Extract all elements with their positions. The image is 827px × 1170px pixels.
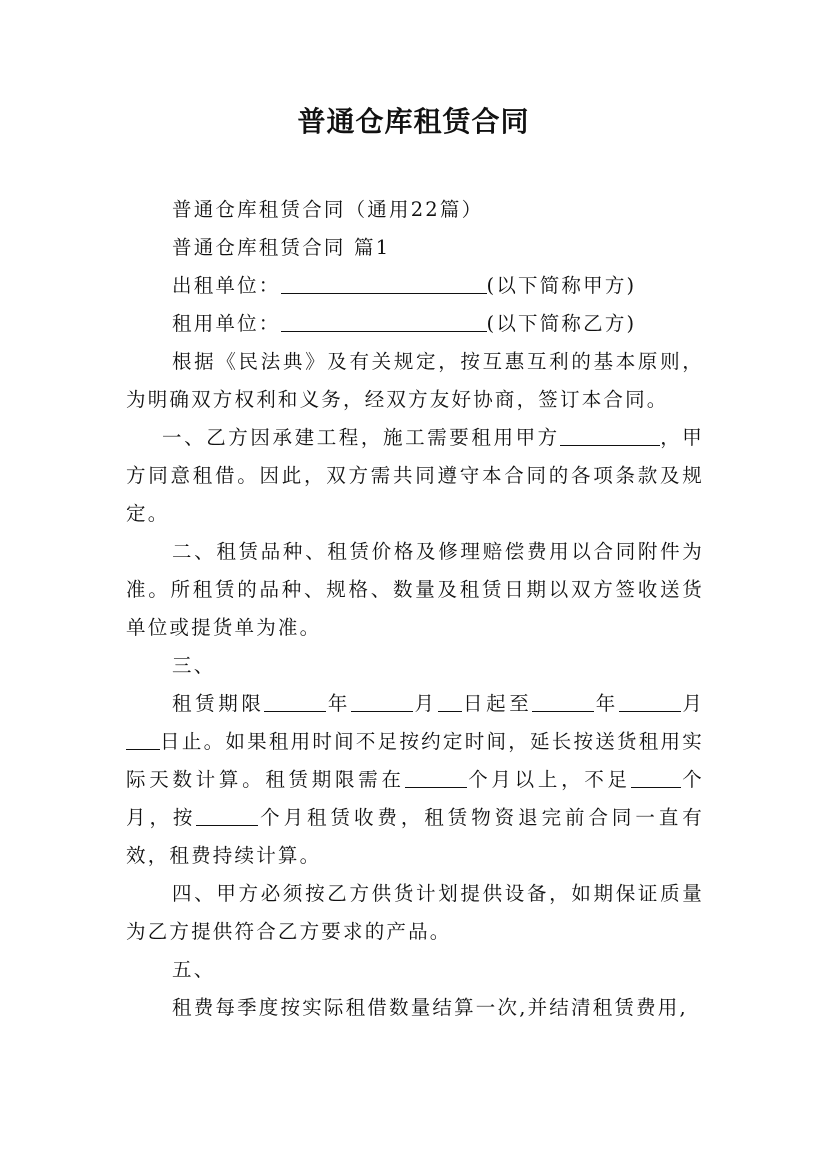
clause-3-text-8: 个月以上，不足 [466,768,631,791]
clause-3-title: 三、 [172,654,216,677]
start-year-blank [264,693,326,712]
clause-3 [126,685,704,875]
clause-3-text-7: 日止。如果租用时间不足按约定时间，延长按送货租用实际天数计算。租赁期限需在 [126,730,704,791]
charge-months-blank [196,807,258,826]
clause-3-text-4: 日起至 [461,692,533,715]
clause-3-text-10: 个月租赁收费，租赁物资退完前合同一直有效，租费持续计算。 [126,806,704,867]
start-month-blank [351,693,413,712]
end-year-blank [532,693,594,712]
min-months-blank [405,769,467,788]
clause-1 [126,419,704,533]
lessee-label: 租用单位： [172,312,281,335]
clause-1-text-a: 一、乙方因承建工程，施工需要租用甲方 [162,426,560,449]
clause-4: 四、甲方必须按乙方供货计划提供设备，如期保证质量为乙方提供符合乙方要求的产品。 [126,882,704,943]
lessor-blank [281,275,487,294]
clause-3-text-9: 个月，按 [126,768,705,829]
end-month-blank [619,693,681,712]
clause-3-text-1: 租赁期限 [172,692,265,715]
start-day-blank [438,693,462,712]
clause-5: 租费每季度按实际租借数量结算一次,并结清租赁费用, [172,996,688,1019]
clause-3-text-3: 月 [413,692,438,715]
clause-3-text-2: 年 [326,692,352,715]
clause-2: 二、租赁品种、租赁价格及修理赔偿费用以合同附件为准。所租赁的品种、规格、数量及租赁日期以双方签收送货单位或提货单为准。 [126,540,704,639]
document-heading: 普通仓库租赁合同（通用22篇） [172,198,484,221]
lessor-line [126,267,704,305]
lessor-suffix: (以下简称甲方) [486,274,637,297]
short-months-blank [631,769,681,788]
lessee-line [126,305,704,343]
lessee-blank [281,313,487,332]
end-day-blank [126,731,160,750]
intro-paragraph: 根据《民法典》及有关规定，按互惠互利的基本原则，为明确双方权利和义务，经双方友好协商，签订本合同。 [126,350,704,411]
lessee-suffix: (以下简称乙方) [486,312,637,335]
section-heading: 普通仓库租赁合同 篇1 [172,236,391,259]
document-title: 普通仓库租赁合同 [297,105,530,138]
clause-5-title: 五、 [172,958,216,981]
document-body [126,191,704,1027]
clause-1-text-b: ，甲方同意租借。因此，双方需共同遵守本合同的各项条款及规定。 [126,426,704,525]
lessor-label: 出租单位： [172,274,281,297]
clause-3-text-6: 月 [680,692,705,715]
clause-1-blank [560,427,660,446]
clause-3-text-5: 年 [594,692,619,715]
